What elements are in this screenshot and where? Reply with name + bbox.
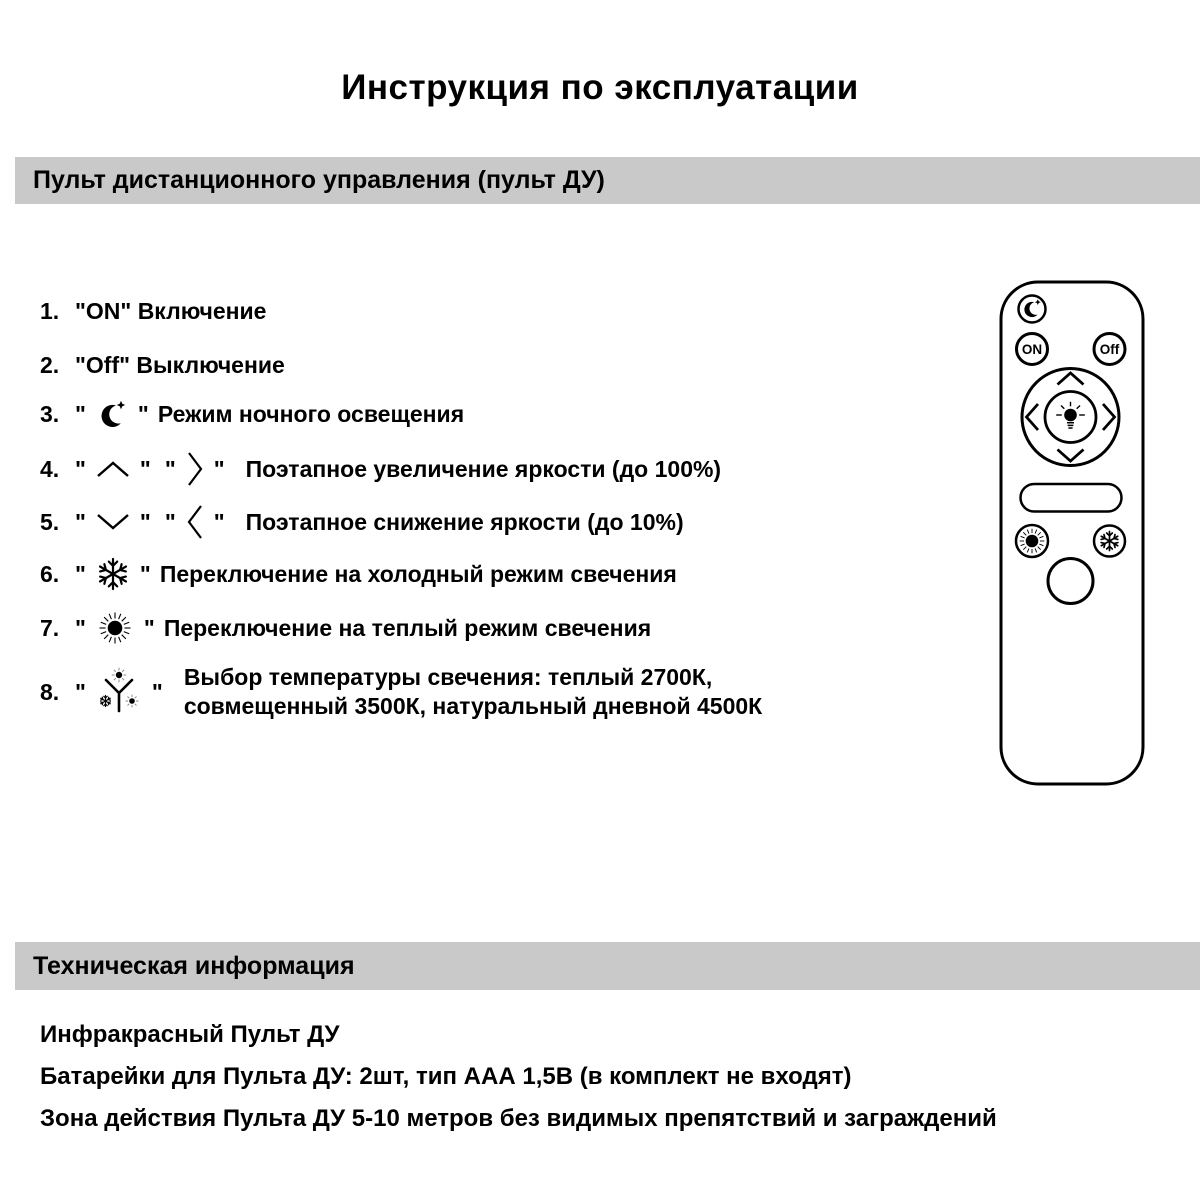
item-number: 2. xyxy=(40,351,60,378)
item-text: Режим ночного освещения xyxy=(157,400,465,427)
item-number: 4. xyxy=(40,455,60,482)
quote-mark: " xyxy=(139,455,151,482)
quote-mark: " xyxy=(164,508,176,535)
item-text: Поэтапное увеличение яркости (до 100%) xyxy=(245,455,722,482)
item-text xyxy=(184,663,762,721)
quote-mark: " xyxy=(75,455,86,482)
item-number: 8. xyxy=(40,678,60,705)
item-text: Переключение на теплый режим свечения xyxy=(163,614,652,641)
instruction-item-warm-mode xyxy=(40,607,651,649)
moon-night-mode-icon xyxy=(95,397,129,431)
item-number: 5. xyxy=(40,508,60,535)
angle-right-icon xyxy=(185,449,205,489)
quote-mark: " xyxy=(75,400,86,427)
section-header-tech-label: Техническая информация xyxy=(33,951,355,980)
tech-info-line: Батарейки для Пульта ДУ: 2шт, тип ААА 1,5В (в комплект не входят) xyxy=(40,1063,852,1090)
instruction-item-brightness-down xyxy=(40,501,684,543)
temperature-select-icon xyxy=(95,667,143,717)
quote-mark: " xyxy=(75,678,86,705)
item-number: 3. xyxy=(40,400,60,427)
item-number: 7. xyxy=(40,614,60,641)
tech-info-line: Зона действия Пульта ДУ 5-10 метров без видимых препятствий и заграждений xyxy=(40,1105,997,1132)
item-text: "Off" Выключение xyxy=(75,351,285,378)
item-number: 1. xyxy=(40,297,60,324)
item-text: Поэтапное снижение яркости (до 10%) xyxy=(245,508,684,535)
quote-mark: " xyxy=(151,678,163,705)
page-title: Инструкция по эксплуатации xyxy=(341,68,859,107)
section-header-tech xyxy=(15,942,1200,990)
remote-control-diagram xyxy=(999,280,1145,786)
sun-icon xyxy=(1020,529,1045,554)
item-text-line2: совмещенный 3500К, натуральный дневной 4500К xyxy=(183,693,763,719)
quote-mark: " xyxy=(213,508,225,535)
item-text: "ON" Включение xyxy=(75,297,267,324)
svg-text:Off: Off xyxy=(1099,342,1120,357)
quote-mark: " xyxy=(139,508,151,535)
chevron-up-icon xyxy=(95,459,131,479)
quote-mark: " xyxy=(213,455,225,482)
quote-mark: " xyxy=(75,614,86,641)
quote-mark: " xyxy=(75,560,86,587)
instruction-item-off xyxy=(40,350,285,380)
chevron-down-icon xyxy=(95,512,131,532)
instruction-item-on xyxy=(40,296,266,326)
item-text: Переключение на холодный режим свечения xyxy=(159,560,677,587)
snowflake-icon xyxy=(95,556,131,592)
svg-text:ON: ON xyxy=(1021,342,1043,357)
quote-mark: " xyxy=(137,400,149,427)
sun-icon xyxy=(95,608,135,648)
quote-mark: " xyxy=(164,455,176,482)
item-number: 6. xyxy=(40,560,60,587)
instruction-item-brightness-up xyxy=(40,448,721,490)
item-text-line1: Выбор температуры свечения: теплый 2700К, xyxy=(183,664,713,690)
quote-mark: " xyxy=(143,614,155,641)
warm-mode-button xyxy=(1016,525,1048,557)
section-header-remote xyxy=(15,157,1200,204)
section-header-remote-label: Пульт дистанционного управления (пульт ДУ) xyxy=(33,166,605,194)
angle-left-icon xyxy=(185,502,205,542)
quote-mark: " xyxy=(75,508,86,535)
quote-mark: " xyxy=(139,560,151,587)
instruction-item-night-mode xyxy=(40,395,464,433)
tech-info-line: Инфракрасный Пульт ДУ xyxy=(40,1021,340,1048)
instruction-item-temperature-select xyxy=(40,661,762,723)
instruction-item-cold-mode xyxy=(40,555,677,593)
